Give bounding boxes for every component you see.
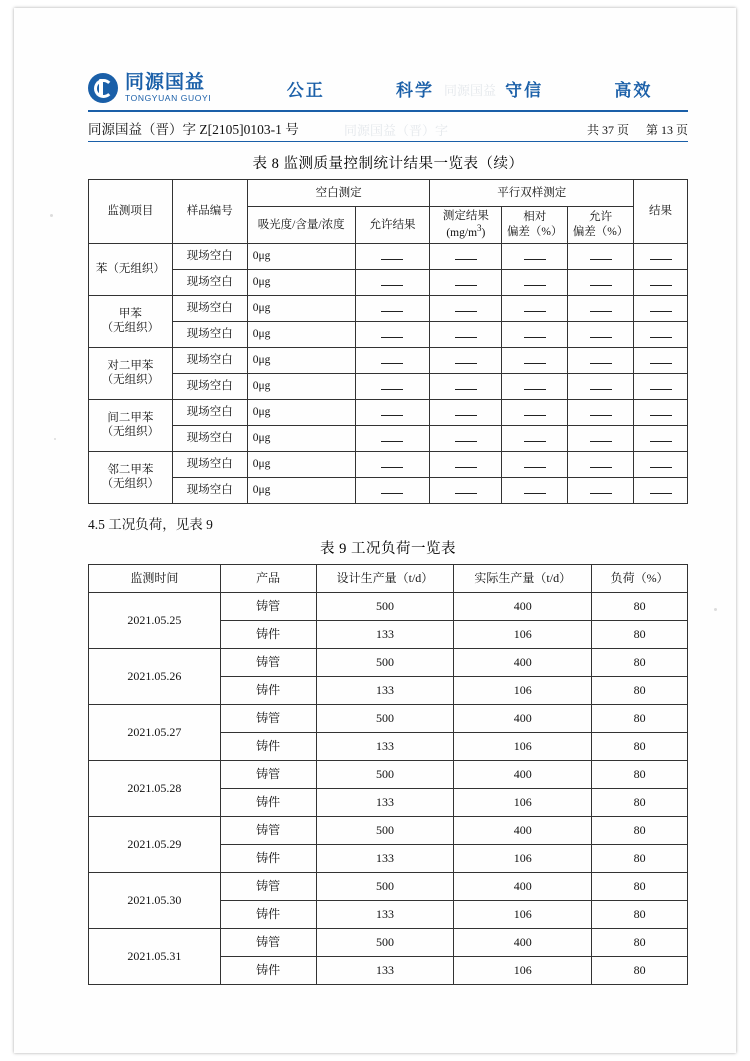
cell-allow-dev [568, 347, 634, 373]
cell-sample-no: 现场空白 [172, 399, 247, 425]
cell-measure [430, 347, 502, 373]
scan-artifact: 同源国益（晋）字 [344, 124, 449, 139]
cell-product: 铸管 [220, 592, 316, 620]
th-design-output: 设计生产量（t/d） [316, 564, 454, 592]
cell-blank-allow [355, 347, 430, 373]
table-row [89, 451, 688, 477]
cell-actual: 106 [454, 844, 592, 872]
cell-design: 133 [316, 788, 454, 816]
cell-result [634, 243, 688, 269]
cell-sample-no: 现场空白 [172, 321, 247, 347]
cell-allow-dev [568, 477, 634, 503]
cell-load: 80 [592, 900, 688, 928]
cell-load: 80 [592, 928, 688, 956]
company-logo-icon [88, 73, 118, 103]
cell-blank-value: 0μg [247, 295, 355, 321]
cell-sample-no: 现场空白 [172, 477, 247, 503]
cell-product: 铸件 [220, 620, 316, 648]
table9-header-row [89, 564, 688, 592]
cell-product: 铸件 [220, 900, 316, 928]
th-monitor-time: 监测时间 [89, 564, 221, 592]
cell-item-line1: 间二甲苯 [107, 411, 154, 424]
cell-load: 80 [592, 732, 688, 760]
table-row [89, 243, 688, 269]
th-allowed-deviation [568, 207, 634, 244]
table9-title: 表 9 工况负荷一览表 [320, 540, 456, 557]
cell-item-line2: （无组织） [101, 426, 160, 439]
th-measure-unit: $(mg/m^3)$ [446, 223, 486, 240]
cell-design: 500 [316, 592, 454, 620]
company-name-en: TONGYUAN GUOYI [125, 93, 212, 104]
cell-item-line2: （无组织） [101, 478, 160, 491]
cell-load: 80 [592, 956, 688, 984]
th-actual-output: 实际生产量（t/d） [454, 564, 592, 592]
cell-result [634, 399, 688, 425]
cell-measure [430, 295, 502, 321]
cell-load: 80 [592, 648, 688, 676]
cell-item-line1: 对二甲苯 [107, 359, 154, 372]
cell-product: 铸件 [220, 956, 316, 984]
cell-date: 2021.05.25 [89, 592, 221, 648]
table9 [88, 564, 688, 985]
cell-measure [430, 321, 502, 347]
cell-load: 80 [592, 760, 688, 788]
cell-actual: 106 [454, 732, 592, 760]
th-rel-dev-1: 相对 [523, 211, 547, 224]
cell-allow-dev [568, 425, 634, 451]
cell-allow-dev [568, 295, 634, 321]
page-indicator [573, 121, 688, 138]
cell-design: 500 [316, 704, 454, 732]
table-row [89, 347, 688, 373]
cell-item-line2: （无组织） [101, 374, 160, 387]
cell-blank-allow [355, 451, 430, 477]
cell-measure [430, 477, 502, 503]
cell-design: 500 [316, 760, 454, 788]
section-heading: 4.5 工况负荷，见表 9 [88, 516, 213, 532]
cell-allow-dev [568, 399, 634, 425]
cell-design: 133 [316, 676, 454, 704]
cell-sample-no: 现场空白 [172, 243, 247, 269]
cell-result [634, 451, 688, 477]
cell-rel-dev [502, 425, 568, 451]
cell-actual: 400 [454, 704, 592, 732]
th-blank-allow: 允许结果 [355, 207, 430, 244]
th-blank-group: 空白测定 [247, 180, 430, 207]
cell-allow-dev [568, 373, 634, 399]
cell-measure [430, 425, 502, 451]
slogan-2: 科学 [395, 80, 434, 101]
cell-result [634, 347, 688, 373]
cell-actual: 400 [454, 648, 592, 676]
th-item: 监测项目 [89, 180, 173, 244]
slogan-1: 公正 [286, 80, 325, 101]
scan-speck [54, 438, 56, 440]
cell-allow-dev [568, 243, 634, 269]
cell-blank-allow [355, 373, 430, 399]
cell-date: 2021.05.28 [89, 760, 221, 816]
cell-sample-no: 现场空白 [172, 347, 247, 373]
slogan-group [211, 76, 688, 101]
cell-blank-value: 0μg [247, 373, 355, 399]
letterhead [88, 66, 688, 112]
table-row [89, 295, 688, 321]
cell-blank-value: 0μg [247, 243, 355, 269]
scan-speck [50, 214, 53, 217]
table-row [89, 704, 688, 732]
cell-result [634, 425, 688, 451]
cell-result [634, 373, 688, 399]
cell-result [634, 321, 688, 347]
cell-blank-allow [355, 477, 430, 503]
th-result: 结果 [634, 180, 688, 244]
cell-actual: 400 [454, 872, 592, 900]
table-row [89, 399, 688, 425]
page-content [88, 66, 688, 985]
cell-item-line1: 甲苯 [118, 307, 142, 320]
cell-blank-value: 0μg [247, 477, 355, 503]
cell-measure [430, 269, 502, 295]
cell-actual: 400 [454, 816, 592, 844]
cell-load: 80 [592, 620, 688, 648]
cell-measure [430, 399, 502, 425]
table8 [88, 179, 688, 504]
cell-product: 铸管 [220, 704, 316, 732]
th-blank-abs: 吸光度/含量/浓度 [247, 207, 355, 244]
cell-product: 铸管 [220, 816, 316, 844]
total-pages: 共 37 页 [586, 123, 629, 137]
cell-design: 500 [316, 928, 454, 956]
cell-item [89, 295, 173, 347]
table8-header-row-1 [89, 180, 688, 207]
cell-result [634, 295, 688, 321]
cell-design: 133 [316, 900, 454, 928]
cell-actual: 106 [454, 788, 592, 816]
cell-load: 80 [592, 872, 688, 900]
cell-design: 133 [316, 844, 454, 872]
cell-blank-value: 0μg [247, 269, 355, 295]
cell-allow-dev [568, 451, 634, 477]
scan-speck [714, 608, 717, 611]
th-measure-result [430, 207, 502, 244]
cell-blank-allow [355, 399, 430, 425]
cell-sample-no: 现场空白 [172, 269, 247, 295]
cell-actual: 106 [454, 956, 592, 984]
cell-rel-dev [502, 477, 568, 503]
table-row [89, 760, 688, 788]
th-allow-dev-1: 允许 [589, 211, 613, 224]
cell-item-line2: （无组织） [101, 322, 160, 335]
company-name-cn: 同源国益 [125, 71, 206, 94]
cell-sample-no: 现场空白 [172, 373, 247, 399]
cell-blank-allow [355, 425, 430, 451]
cell-load: 80 [592, 676, 688, 704]
th-product: 产品 [220, 564, 316, 592]
cell-measure [430, 243, 502, 269]
cell-actual: 400 [454, 592, 592, 620]
document-number: 同源国益（晋）字 Z[2105]0103-1 号 [88, 122, 299, 137]
cell-blank-value: 0μg [247, 347, 355, 373]
table-row [89, 816, 688, 844]
cell-product: 铸管 [220, 872, 316, 900]
cell-item: 苯（无组织） [89, 243, 173, 295]
table-row [89, 269, 688, 295]
cell-blank-value: 0μg [247, 425, 355, 451]
cell-design: 133 [316, 956, 454, 984]
table-row [89, 477, 688, 503]
cell-actual: 106 [454, 620, 592, 648]
cell-item [89, 451, 173, 503]
table-row [89, 425, 688, 451]
slogan-3: 守信 [505, 80, 544, 101]
th-load: 负荷（%） [592, 564, 688, 592]
current-page: 第 13 页 [645, 123, 688, 137]
cell-load: 80 [592, 844, 688, 872]
cell-product: 铸管 [220, 760, 316, 788]
cell-actual: 400 [454, 928, 592, 956]
cell-rel-dev [502, 399, 568, 425]
cell-rel-dev [502, 321, 568, 347]
cell-measure [430, 451, 502, 477]
cell-design: 500 [316, 872, 454, 900]
cell-date: 2021.05.31 [89, 928, 221, 984]
cell-product: 铸件 [220, 676, 316, 704]
cell-allow-dev [568, 321, 634, 347]
cell-date: 2021.05.27 [89, 704, 221, 760]
cell-result [634, 269, 688, 295]
cell-date: 2021.05.26 [89, 648, 221, 704]
cell-product: 铸管 [220, 648, 316, 676]
cell-blank-allow [355, 243, 430, 269]
table-row [89, 373, 688, 399]
table-row [89, 648, 688, 676]
cell-design: 500 [316, 816, 454, 844]
cell-product: 铸管 [220, 928, 316, 956]
table8-title: 表 8 监测质量控制统计结果一览表（续） [252, 156, 524, 172]
cell-product: 铸件 [220, 732, 316, 760]
cell-load: 80 [592, 788, 688, 816]
cell-result [634, 477, 688, 503]
cell-sample-no: 现场空白 [172, 425, 247, 451]
cell-rel-dev [502, 373, 568, 399]
cell-product: 铸件 [220, 788, 316, 816]
table-row [89, 928, 688, 956]
cell-measure [430, 373, 502, 399]
cell-item [89, 399, 173, 451]
cell-load: 80 [592, 816, 688, 844]
cell-item [89, 347, 173, 399]
cell-blank-allow [355, 269, 430, 295]
slogan-4: 高效 [614, 80, 653, 101]
th-parallel-group: 平行双样测定 [430, 180, 634, 207]
cell-blank-allow [355, 321, 430, 347]
cell-blank-value: 0μg [247, 321, 355, 347]
cell-blank-allow [355, 295, 430, 321]
cell-date: 2021.05.30 [89, 872, 221, 928]
cell-allow-dev [568, 269, 634, 295]
document-reference-line [88, 118, 688, 142]
table-row [89, 872, 688, 900]
th-rel-dev-2: 偏差（%） [506, 225, 563, 238]
cell-sample-no: 现场空白 [172, 295, 247, 321]
cell-actual: 400 [454, 760, 592, 788]
scanned-sheet [14, 8, 736, 1053]
table-row [89, 592, 688, 620]
th-allow-dev-2: 偏差（%） [572, 225, 629, 238]
th-relative-deviation [502, 207, 568, 244]
cell-design: 500 [316, 648, 454, 676]
cell-blank-value: 0μg [247, 451, 355, 477]
cell-item-line1: 邻二甲苯 [107, 463, 154, 476]
cell-rel-dev [502, 347, 568, 373]
cell-design: 133 [316, 620, 454, 648]
cell-design: 133 [316, 732, 454, 760]
table-row [89, 321, 688, 347]
cell-sample-no: 现场空白 [172, 451, 247, 477]
cell-load: 80 [592, 592, 688, 620]
cell-rel-dev [502, 269, 568, 295]
scan-artifact: 同源国益 [444, 84, 497, 99]
th-sample-no: 样品编号 [172, 180, 247, 244]
company-logo-text [125, 73, 211, 103]
cell-blank-value: 0μg [247, 399, 355, 425]
cell-rel-dev [502, 243, 568, 269]
th-measure-label: 测定结果 [442, 210, 489, 222]
cell-product: 铸件 [220, 844, 316, 872]
cell-rel-dev [502, 451, 568, 477]
cell-actual: 106 [454, 900, 592, 928]
cell-actual: 106 [454, 676, 592, 704]
cell-date: 2021.05.29 [89, 816, 221, 872]
cell-rel-dev [502, 295, 568, 321]
cell-load: 80 [592, 704, 688, 732]
